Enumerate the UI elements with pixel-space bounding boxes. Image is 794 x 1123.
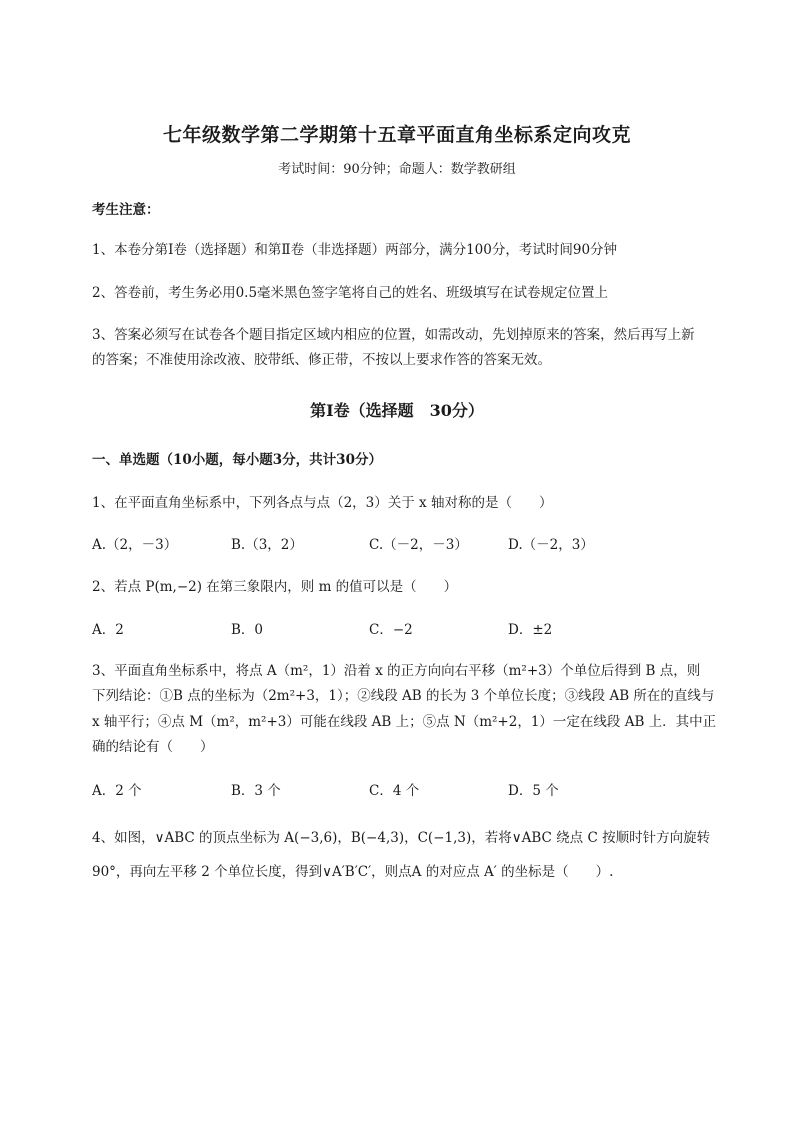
- question-3-option-d[interactable]: D．5 个: [508, 783, 559, 799]
- exam-subtitle: 考试时间：90分钟；命题人：数学教研组: [278, 162, 516, 177]
- question-2-option-c[interactable]: C．−2: [369, 622, 413, 638]
- notice-item-1: 1、本卷分第I卷（选择题）和第Ⅱ卷（非选择题）两部分，满分100分，考试时间90分钟: [92, 242, 618, 258]
- question-2-option-d[interactable]: D．±2: [508, 622, 553, 638]
- notice-item-3-cont: 的答案；不准使用涂改液、胶带纸、修正带，不按以上要求作答的答案无效。: [92, 352, 551, 368]
- question-1-option-b[interactable]: B.（3，2）: [231, 537, 303, 553]
- question-3-line-3: x 轴平行；④点 M（m²，m²+3）可能在线段 AB 上；⑤点 N（m²+2，1）一定在线段 AB 上．其中正: [92, 714, 717, 730]
- question-3-option-b[interactable]: B．3 个: [231, 783, 281, 799]
- question-3-option-a[interactable]: A．2 个: [92, 783, 142, 799]
- question-4-line-2: 90°，再向左平移 2 个单位长度，得到∨A′B′C′，则点A 的对应点 A′ 的坐标是（ ）.: [92, 864, 614, 880]
- exam-title: 七年级数学第二学期第十五章平面直角坐标系定向攻克: [162, 124, 631, 146]
- question-2-option-b[interactable]: B．0: [231, 622, 264, 638]
- question-3-option-c[interactable]: C．4 个: [369, 783, 420, 799]
- question-3-line-2: 下列结论：①B 点的坐标为（2m²+3，1）；②线段 AB 的长为 3 个单位长度；③线段 AB 所在的直线与: [92, 688, 715, 704]
- question-3-line-4: 确的结论有（ ）: [92, 739, 214, 755]
- notice-item-3: 3、答案必须写在试卷各个题目指定区域内相应的位置，如需改动，先划掉原来的答案，然后再写上新: [92, 327, 695, 343]
- question-1-option-a[interactable]: A.（2，－3）: [92, 537, 178, 553]
- notice-heading: 考生注意：: [92, 202, 160, 218]
- question-2-option-a[interactable]: A．2: [92, 622, 124, 638]
- question-3-line-1: 3、平面直角坐标系中，将点 A（m²，1）沿着 x 的正方向向右平移（m²+3）个单位后得到 B 点，则: [92, 663, 701, 679]
- question-1-option-d[interactable]: D.（－2，3）: [508, 537, 594, 553]
- section-title: 第I卷（选择题 30分）: [310, 401, 484, 420]
- question-2-stem: 2、若点 P(m,−2) 在第三象限内，则 m 的值可以是（ ）: [92, 579, 458, 595]
- question-4-line-1: 4、如图，∨ABC 的顶点坐标为 A(−3,6)，B(−4,3)，C(−1,3)，若将∨ABC 绕点 C 按顺时针方向旋转: [92, 830, 711, 846]
- question-1-option-c[interactable]: C.（－2，－3）: [369, 537, 468, 553]
- notice-item-2: 2、答卷前，考生务必用0.5毫米黑色签字笔将自己的姓名、班级填写在试卷规定位置上: [92, 285, 609, 301]
- part-heading: 一、单选题（10小题，每小题3分，共计30分）: [92, 452, 382, 468]
- question-1-stem: 1、在平面直角坐标系中，下列各点与点（2，3）关于 x 轴对称的是（ ）: [92, 495, 553, 511]
